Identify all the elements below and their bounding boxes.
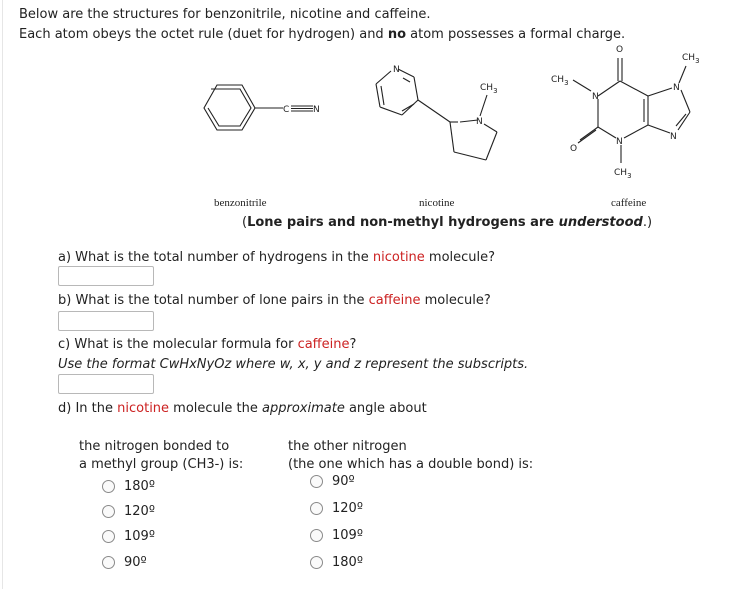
nicotine-ch3-sub: 3 (493, 87, 498, 95)
caffeine-ch3-top-sub: 3 (695, 57, 700, 65)
right-option-label: 180º (332, 555, 363, 570)
question-a-pre: a) What is the total number of hydrogens in the (58, 250, 373, 265)
answer-a-input[interactable] (58, 266, 154, 286)
question-d-pre: d) In the (58, 401, 118, 416)
radio-circle[interactable] (102, 556, 115, 569)
radio-circle[interactable] (310, 529, 323, 542)
caffeine-o-top-label: O (616, 45, 624, 55)
left-option-label: 90º (124, 555, 147, 570)
question-c-highlight: caffeine (297, 337, 350, 352)
caffeine-ch3-bottom-label (614, 168, 632, 180)
structures-figure (0, 0, 735, 215)
left-group-line-1: the nitrogen bonded to (79, 439, 230, 454)
intro-line-1: Below are the structures for benzonitrile, nicotine and caffeine. (19, 7, 431, 22)
right-group-line-1: the other nitrogen (288, 439, 407, 454)
answer-c-input[interactable] (58, 374, 154, 394)
question-c (58, 337, 356, 352)
question-b (58, 293, 491, 308)
right-option-radio[interactable] (310, 528, 363, 543)
caffeine-ch3-bottom-main: CH (614, 168, 628, 178)
question-d-post: angle about (344, 401, 427, 416)
caffeine-n1-label: N (592, 92, 599, 102)
caffeine-structure (573, 58, 690, 163)
question-c-post: ? (349, 337, 357, 352)
right-option-radio[interactable] (310, 501, 363, 516)
benzonitrile-n-label: N (313, 105, 320, 115)
right-option-label: 90º (332, 474, 355, 489)
question-d-highlight: nicotine (117, 401, 170, 416)
note-bold-italic: understood (558, 215, 643, 230)
left-option-radio[interactable] (102, 529, 155, 544)
left-option-radio[interactable] (102, 555, 147, 570)
radio-circle[interactable] (102, 530, 115, 543)
caffeine-n9-label: N (670, 132, 677, 142)
question-c-hint: Use the format CwHxNyOz where w, x, y and z represent the subscripts. (58, 357, 529, 372)
question-d-italic: approximate (262, 401, 345, 416)
left-group-line-2: a methyl group (CH3-) is: (79, 457, 244, 472)
nicotine-pyridine-n-label: N (393, 65, 400, 75)
structures-note (242, 215, 652, 230)
caffeine-ch3-left-sub: 3 (564, 79, 569, 87)
note-post: .) (642, 215, 653, 230)
caffeine-ch3-left-label (551, 75, 569, 87)
benzonitrile-caption: benzonitrile (214, 197, 267, 209)
intro-line-2-pre: Each atom obeys the octet rule (duet for hydrogen) and (19, 27, 388, 42)
left-option-label: 109º (124, 529, 155, 544)
radio-circle[interactable] (310, 475, 323, 488)
right-option-radio[interactable] (310, 474, 355, 489)
radio-circle[interactable] (310, 502, 323, 515)
left-option-radio[interactable] (102, 504, 155, 519)
question-d-mid: molecule the (169, 401, 263, 416)
benzonitrile-structure (204, 85, 313, 130)
right-option-radio[interactable] (310, 555, 363, 570)
caffeine-n7-label: N (673, 83, 680, 93)
question-c-pre: c) What is the molecular formula for (58, 337, 298, 352)
nicotine-ch3-main: CH (480, 83, 494, 93)
nicotine-structure (376, 69, 497, 160)
right-group-line-2: (the one which has a double bond) is: (288, 457, 534, 472)
question-a-post: molecule? (424, 250, 496, 265)
question-a (58, 250, 495, 265)
question-b-post: molecule? (420, 293, 491, 308)
caffeine-ch3-left-main: CH (551, 75, 565, 85)
right-option-label: 120º (332, 501, 363, 516)
radio-circle[interactable] (102, 480, 115, 493)
nicotine-ch3-label (480, 83, 498, 95)
caffeine-ch3-top-label (682, 53, 700, 65)
left-option-radio[interactable] (102, 479, 155, 494)
caffeine-o-bottom-label: O (570, 144, 578, 154)
caffeine-ch3-bottom-sub: 3 (627, 172, 632, 180)
nicotine-pyrrolidine-n-label: N (476, 117, 483, 127)
radio-circle[interactable] (102, 505, 115, 518)
caffeine-ch3-top-main: CH (682, 53, 696, 63)
question-a-highlight: nicotine (372, 250, 425, 265)
caffeine-n3-label: N (616, 137, 623, 147)
question-b-pre: b) What is the total number of lone pairs in the (58, 293, 369, 308)
nicotine-caption: nicotine (419, 197, 455, 209)
caffeine-caption: caffeine (611, 197, 647, 209)
left-option-label: 120º (124, 504, 155, 519)
intro-line-2-post: atom possesses a formal charge. (406, 27, 626, 42)
question-d (58, 401, 427, 416)
intro-line-2-bold: no (387, 27, 406, 42)
answer-b-input[interactable] (58, 311, 154, 331)
benzonitrile-c-label: C (283, 105, 290, 115)
note-bold: Lone pairs and non-methyl hydrogens are (247, 215, 559, 230)
radio-circle[interactable] (310, 556, 323, 569)
left-option-label: 180º (124, 479, 155, 494)
right-option-label: 109º (332, 528, 363, 543)
note-pre: ( (242, 215, 248, 230)
question-b-highlight: caffeine (368, 293, 421, 308)
